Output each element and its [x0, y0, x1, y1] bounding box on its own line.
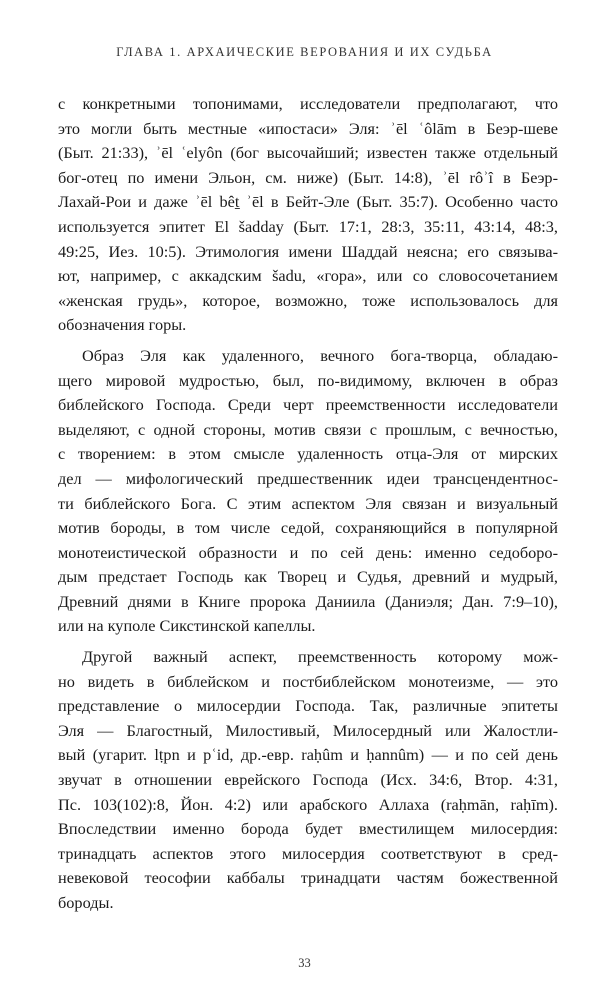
text-line: бороды. [58, 893, 114, 912]
body-text [58, 92, 558, 916]
page-number: 33 [298, 956, 311, 970]
paragraph-1 [58, 92, 558, 338]
text-line: 49:25, Иез. 10:5). Этимология имени Шаддай неясна; его связыва- [58, 241, 558, 261]
running-head: ГЛАВА 1. АРХАИЧЕСКИЕ ВЕРОВАНИЯ И ИХ СУДЬБА [116, 45, 493, 59]
text-line: Эля — Благостный, Милостивый, Милосердный или Жалостли- [58, 720, 558, 740]
text-line: дым предстает Господь как Творец и Судья, древний и мудрый, [58, 567, 558, 587]
text-line: библейского Господа. Среди черт преемственности исследователи [58, 395, 558, 415]
text-line: но видеть в библейском и постбиблейском монотеизме, — это [58, 671, 558, 691]
text-line: звучат в отношении еврейского Господа (Исх. 34:6, Втор. 4:31, [58, 770, 558, 790]
text-line: Впоследствии именно борода будет вместилищем милосердия: [58, 819, 558, 839]
text-line: Древний днями в Книге пророка Даниила (Даниэля; Дан. 7:9–10), [58, 591, 558, 611]
text-line: представление о милосердии Господа. Так, различные эпитеты [58, 696, 558, 716]
text-line: ют, например, с аккадским šadu, «гора», или со словосочетанием [58, 266, 558, 286]
text-line: «женская грудь», которое, возможно, тоже использовалось для [58, 290, 558, 310]
text-line: или на куполе Сикстинской капеллы. [58, 616, 316, 636]
text-line: с конкретными топонимами, исследователи предполагают, что [58, 94, 558, 113]
text-line: Лахай-Рои и даже ʾēl bêṯ ʾēl в Бейт-Эле (Быт. 35:7). Особенно часто [58, 192, 558, 212]
text-line: дел — мифологический предшественник идеи трансцендентнос- [58, 468, 558, 488]
text-line: используется эпитет El šadday (Быт. 17:1, 28:3, 35:11, 43:14, 48:3, [58, 216, 558, 236]
text-line: бог-отец по имени Эльон, см. ниже) (Быт. 14:8), ʾēl rôʾî в Беэр- [58, 167, 558, 187]
text-line: Пс. 103(102):8, Йон. 4:2) или арабского Аллаха (raḥmān, raḥīm). [58, 794, 558, 814]
text-line: невековой теософии каббалы тринадцати частям божественной [58, 868, 558, 888]
text-line: выделяют, с одной стороны, мотив связи с прошлым, с вечностью, [58, 419, 558, 439]
text-line: тринадцать аспектов этого милосердия соответствуют в сред- [58, 843, 558, 863]
text-line: обозначения горы. [58, 315, 187, 335]
text-line: мотив бороды, в том числе седой, сохраняющийся в популярной [58, 518, 558, 538]
text-line: монотеистической образности и по сей день: именно седоборо- [58, 542, 558, 562]
text-line: Образ Эля как удаленного, вечного бога-творца, обладаю- [82, 345, 558, 365]
paragraph-2 [58, 344, 558, 639]
text-line: это могли быть местные «ипостаси» Эля: ʾēl ʿôlām в Беэр-шеве [58, 118, 558, 138]
text-line: вый (угарит. lṭpn и pʿid, др.-евр. raḥûm и ḥannûm) — и по сей день [58, 745, 558, 765]
text-line: ти библейского Бога. С этим аспектом Эля связан и визуальный [58, 493, 558, 513]
text-line: (Быт. 21:33), ʾēl ʿelyôn (бог высочайший; известен также отдельный [58, 143, 558, 163]
text-line: Другой важный аспект, преемственность которому мож- [82, 647, 558, 667]
paragraph-3 [58, 645, 558, 916]
text-line: с творением: в этом смысле удаленность отца-Эля от мирских [58, 444, 558, 464]
text-line: щего мировой мудростью, был, по-видимому, включен в образ [58, 370, 558, 390]
